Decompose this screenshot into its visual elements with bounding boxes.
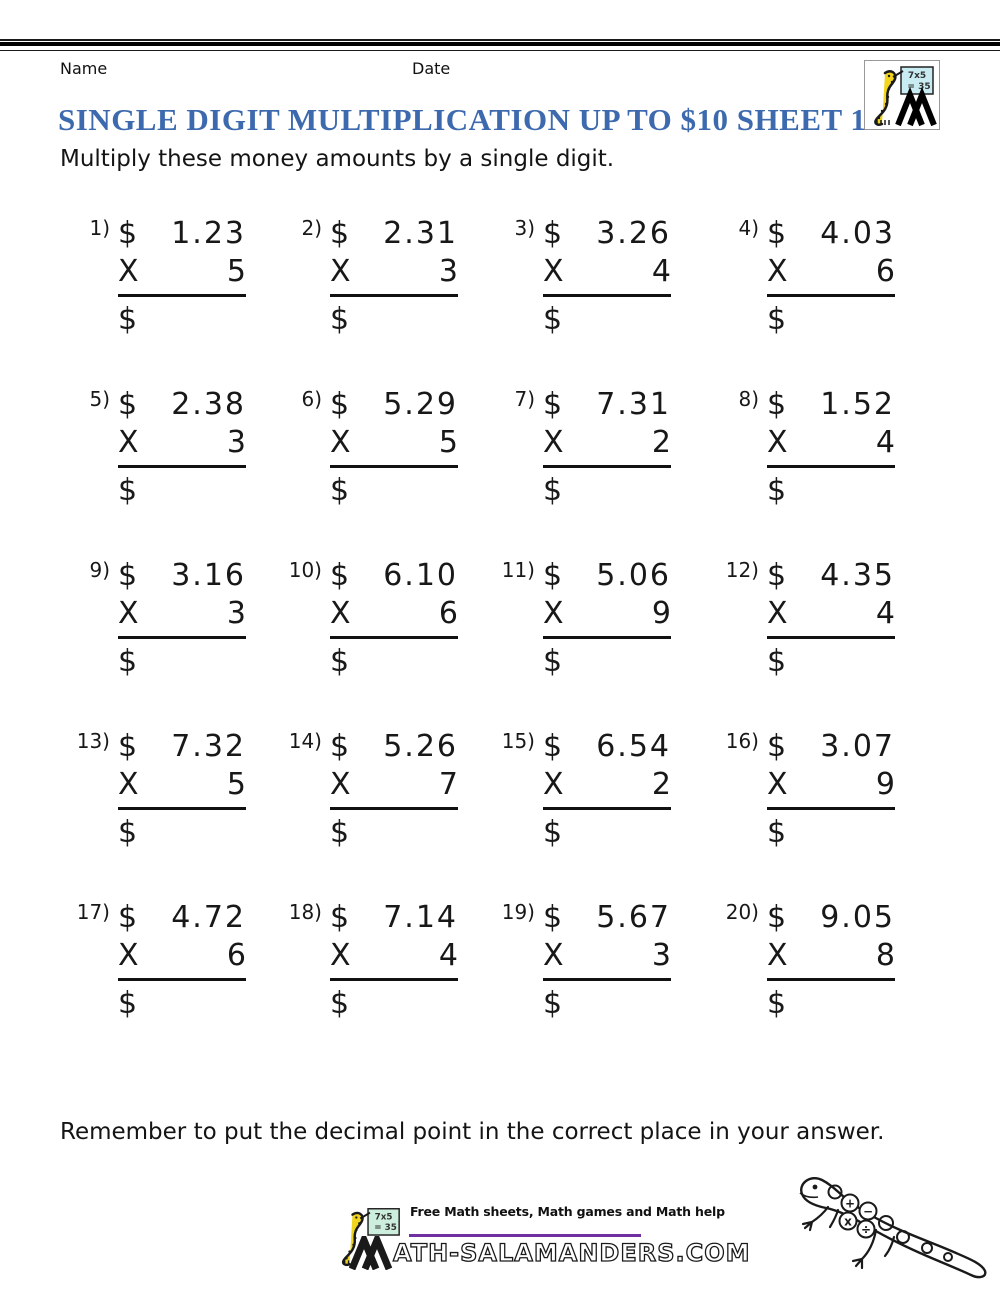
amount-line	[543, 558, 671, 594]
multiplier-value: 4	[438, 938, 458, 973]
multiply-sign: X	[767, 596, 788, 631]
answer-dollar-sign: $	[330, 644, 350, 679]
amount-value: 9.05	[820, 900, 895, 935]
problem-number: 4)	[738, 216, 759, 240]
problem-body	[543, 729, 671, 851]
answer-dollar-sign: $	[767, 986, 787, 1021]
amount-value: 6.54	[596, 729, 671, 764]
multiplication-problem	[709, 900, 944, 1022]
answer-dollar-sign: $	[767, 815, 787, 850]
amount-value: 5.67	[596, 900, 671, 935]
multiply-sign: X	[543, 596, 564, 631]
multiplier-value: 2	[651, 767, 671, 802]
multiply-sign: X	[767, 767, 788, 802]
multiplier-line	[330, 252, 458, 297]
amount-line	[330, 900, 458, 936]
multiplier-value: 4	[651, 254, 671, 289]
multiplier-value: 3	[438, 254, 458, 289]
dollar-sign: $	[543, 900, 563, 935]
problem-body	[118, 387, 246, 509]
multiplier-line	[330, 423, 458, 468]
amount-value: 2.31	[383, 216, 458, 251]
problem-body	[767, 900, 895, 1022]
problem-number: 14)	[288, 729, 322, 753]
answer-dollar-sign: $	[330, 815, 350, 850]
multiply-sign: X	[543, 938, 564, 973]
page-subtitle: Multiply these money amounts by a single digit.	[60, 146, 615, 172]
page-title: SINGLE DIGIT MULTIPLICATION UP TO $10 SHEET 1	[58, 102, 867, 137]
amount-line	[767, 729, 895, 765]
date-label: Date	[412, 59, 451, 78]
amount-line	[330, 387, 458, 423]
multiplier-line	[543, 765, 671, 810]
divide-symbol: ÷	[860, 1222, 872, 1237]
problem-body	[330, 216, 458, 338]
multiplier-value: 6	[226, 938, 246, 973]
plus-symbol: +	[844, 1196, 856, 1211]
multiplication-problem	[60, 729, 272, 851]
multiply-sign: X	[118, 938, 139, 973]
multiplier-line	[767, 252, 895, 297]
amount-value: 7.31	[596, 387, 671, 422]
answer-dollar-sign: $	[543, 302, 563, 337]
board-equation-line2: = 35	[907, 82, 931, 92]
multiplier-line	[543, 252, 671, 297]
multiplier-line	[330, 936, 458, 981]
amount-line	[330, 558, 458, 594]
board-equation-line2: = 35	[374, 1223, 397, 1234]
answer-line	[330, 810, 458, 851]
amount-value: 5.26	[383, 729, 458, 764]
amount-value: 4.72	[171, 900, 246, 935]
multiplier-line	[543, 594, 671, 639]
dollar-sign: $	[767, 387, 787, 422]
problem-body	[767, 216, 895, 338]
problem-body	[543, 558, 671, 680]
problem-number: 19)	[501, 900, 535, 924]
multiplication-problem	[60, 387, 272, 509]
amount-line	[330, 216, 458, 252]
amount-value: 4.03	[820, 216, 895, 251]
problem-number: 16)	[725, 729, 759, 753]
answer-dollar-sign: $	[767, 302, 787, 337]
amount-line	[118, 216, 246, 252]
multiplication-problem	[485, 900, 709, 1022]
multiplier-line	[767, 423, 895, 468]
dollar-sign: $	[543, 387, 563, 422]
multiply-sign: X	[118, 254, 139, 289]
answer-dollar-sign: $	[118, 986, 138, 1021]
multiplier-line	[767, 765, 895, 810]
multiplication-problem	[709, 558, 944, 680]
problem-body	[118, 900, 246, 1022]
amount-value: 6.10	[383, 558, 458, 593]
multiplication-problem	[60, 900, 272, 1022]
amount-line	[767, 216, 895, 252]
multiplication-problem	[272, 900, 485, 1022]
problem-number: 1)	[89, 216, 110, 240]
problem-number: 20)	[725, 900, 759, 924]
multiplication-problem	[709, 216, 944, 338]
dollar-sign: $	[767, 558, 787, 593]
answer-line	[767, 639, 895, 680]
problem-body	[767, 387, 895, 509]
answer-dollar-sign: $	[543, 986, 563, 1021]
multiplier-value: 5	[226, 767, 246, 802]
problem-body	[767, 558, 895, 680]
multiply-sign: X	[118, 596, 139, 631]
multiplication-problem	[709, 729, 944, 851]
answer-dollar-sign: $	[118, 302, 138, 337]
problem-number: 13)	[76, 729, 110, 753]
dollar-sign: $	[767, 729, 787, 764]
problem-number: 11)	[501, 558, 535, 582]
answer-line	[330, 297, 458, 338]
amount-value: 3.07	[820, 729, 895, 764]
problem-body	[543, 216, 671, 338]
multiplication-problem	[485, 558, 709, 680]
multiplication-problem	[272, 387, 485, 509]
answer-dollar-sign: $	[543, 815, 563, 850]
multiplier-value: 5	[226, 254, 246, 289]
multiplier-line	[118, 936, 246, 981]
multiplier-value: 3	[226, 425, 246, 460]
answer-dollar-sign: $	[543, 644, 563, 679]
dollar-sign: $	[767, 900, 787, 935]
multiply-sign: X	[543, 425, 564, 460]
board-equation-line1: 7x5	[907, 71, 927, 81]
problem-number: 5)	[89, 387, 110, 411]
multiplier-line	[118, 765, 246, 810]
multiplier-value: 4	[875, 596, 895, 631]
amount-value: 4.35	[820, 558, 895, 593]
amount-line	[767, 900, 895, 936]
amount-value: 3.16	[171, 558, 246, 593]
multiplier-line	[330, 594, 458, 639]
amount-value: 1.52	[820, 387, 895, 422]
answer-dollar-sign: $	[118, 473, 138, 508]
answer-line	[118, 297, 246, 338]
problem-body	[118, 729, 246, 851]
multiply-sign: X	[330, 596, 351, 631]
dollar-sign: $	[118, 558, 138, 593]
dollar-sign: $	[330, 729, 350, 764]
multiply-sign: X	[118, 767, 139, 802]
multiply-sign: X	[767, 425, 788, 460]
answer-line	[767, 468, 895, 509]
multiplier-value: 8	[875, 938, 895, 973]
problem-body	[767, 729, 895, 851]
answer-line	[330, 639, 458, 680]
multiplier-value: 9	[651, 596, 671, 631]
multiplier-line	[543, 936, 671, 981]
footer-tagline: Free Math sheets, Math games and Math help	[410, 1204, 725, 1219]
dollar-sign: $	[330, 900, 350, 935]
multiplier-value: 6	[438, 596, 458, 631]
amount-value: 3.26	[596, 216, 671, 251]
problem-body	[118, 216, 246, 338]
amount-line	[330, 729, 458, 765]
footer-logo	[333, 1196, 751, 1282]
multiplier-line	[118, 252, 246, 297]
amount-value: 1.23	[171, 216, 246, 251]
multiplier-value: 3	[651, 938, 671, 973]
site-name-text: ATH-SALAMANDERS.COM	[393, 1239, 751, 1267]
problem-number: 7)	[514, 387, 535, 411]
answer-dollar-sign: $	[767, 473, 787, 508]
problem-number: 8)	[738, 387, 759, 411]
amount-line	[543, 216, 671, 252]
answer-line	[118, 810, 246, 851]
amount-value: 7.14	[383, 900, 458, 935]
amount-line	[118, 387, 246, 423]
problem-body	[330, 387, 458, 509]
problem-number: 3)	[514, 216, 535, 240]
multiplication-problem	[485, 387, 709, 509]
multiply-sign: X	[767, 254, 788, 289]
problem-number: 12)	[725, 558, 759, 582]
answer-line	[543, 297, 671, 338]
amount-line	[767, 387, 895, 423]
multiplication-problem	[60, 558, 272, 680]
lizard-eye	[813, 1185, 818, 1190]
dollar-sign: $	[330, 387, 350, 422]
multiplier-value: 3	[226, 596, 246, 631]
multiply-sign: X	[543, 767, 564, 802]
answer-line	[767, 810, 895, 851]
amount-line	[543, 387, 671, 423]
problem-number: 10)	[288, 558, 322, 582]
answer-line	[118, 639, 246, 680]
site-name	[349, 1236, 751, 1270]
problem-body	[543, 387, 671, 509]
multiply-sign: X	[767, 938, 788, 973]
dollar-sign: $	[118, 900, 138, 935]
answer-dollar-sign: $	[330, 302, 350, 337]
answer-dollar-sign: $	[118, 815, 138, 850]
amount-line	[543, 729, 671, 765]
amount-line	[118, 558, 246, 594]
amount-line	[767, 558, 895, 594]
multiplication-problem	[485, 729, 709, 851]
multiply-sign: X	[330, 767, 351, 802]
board-equation-line1: 7x5	[374, 1212, 393, 1223]
problems-grid	[60, 216, 944, 1022]
amount-line	[118, 900, 246, 936]
dollar-sign: $	[543, 216, 563, 251]
multiplier-line	[767, 936, 895, 981]
dollar-sign: $	[767, 216, 787, 251]
amount-value: 5.06	[596, 558, 671, 593]
amount-line	[543, 900, 671, 936]
multiplication-problem	[272, 558, 485, 680]
multiplier-value: 6	[875, 254, 895, 289]
problem-body	[330, 558, 458, 680]
dollar-sign: $	[118, 387, 138, 422]
big-m-icon	[349, 1236, 393, 1270]
amount-value: 7.32	[171, 729, 246, 764]
problem-body	[330, 900, 458, 1022]
multiply-sign: X	[330, 254, 351, 289]
answer-line	[330, 981, 458, 1022]
answer-line	[543, 468, 671, 509]
salamander-drawing	[778, 1160, 996, 1292]
answer-line	[118, 468, 246, 509]
answer-line	[767, 981, 895, 1022]
multiplier-value: 4	[875, 425, 895, 460]
multiplier-line	[118, 423, 246, 468]
multiplication-problem	[60, 216, 272, 338]
amount-value: 2.38	[171, 387, 246, 422]
answer-dollar-sign: $	[767, 644, 787, 679]
problem-number: 15)	[501, 729, 535, 753]
amount-value: 5.29	[383, 387, 458, 422]
amount-line	[118, 729, 246, 765]
problem-number: 18)	[288, 900, 322, 924]
multiplier-line	[330, 765, 458, 810]
multiplication-problem	[709, 387, 944, 509]
top-divider	[0, 39, 1000, 51]
salamander-body	[875, 71, 895, 124]
multiplier-value: 9	[875, 767, 895, 802]
name-label: Name	[60, 59, 108, 78]
multiply-sign: X	[543, 254, 564, 289]
problem-number: 6)	[301, 387, 322, 411]
problem-body	[118, 558, 246, 680]
multiplication-problem	[272, 729, 485, 851]
multiplier-line	[543, 423, 671, 468]
multiply-sign: X	[118, 425, 139, 460]
answer-dollar-sign: $	[543, 473, 563, 508]
answer-dollar-sign: $	[118, 644, 138, 679]
multiply-sign: X	[330, 938, 351, 973]
dollar-sign: $	[330, 216, 350, 251]
problem-number: 2)	[301, 216, 322, 240]
problem-number: 17)	[76, 900, 110, 924]
minus-symbol: −	[862, 1204, 874, 1219]
dollar-sign: $	[543, 558, 563, 593]
multiplier-value: 5	[438, 425, 458, 460]
multiplication-problem	[272, 216, 485, 338]
reminder-text: Remember to put the decimal point in the correct place in your answer.	[60, 1119, 885, 1145]
answer-line	[543, 810, 671, 851]
dollar-sign: $	[543, 729, 563, 764]
times-symbol: x	[844, 1214, 852, 1229]
answer-dollar-sign: $	[330, 986, 350, 1021]
multiplier-line	[118, 594, 246, 639]
multiplier-value: 2	[651, 425, 671, 460]
multiplier-value: 7	[438, 767, 458, 802]
dollar-sign: $	[330, 558, 350, 593]
problem-number: 9)	[89, 558, 110, 582]
multiply-sign: X	[330, 425, 351, 460]
multiplier-line	[767, 594, 895, 639]
answer-line	[543, 981, 671, 1022]
problem-body	[330, 729, 458, 851]
answer-line	[330, 468, 458, 509]
dollar-sign: $	[118, 216, 138, 251]
answer-dollar-sign: $	[330, 473, 350, 508]
answer-line	[767, 297, 895, 338]
dollar-sign: $	[118, 729, 138, 764]
answer-line	[543, 639, 671, 680]
problem-body	[543, 900, 671, 1022]
answer-line	[118, 981, 246, 1022]
multiplication-problem	[485, 216, 709, 338]
